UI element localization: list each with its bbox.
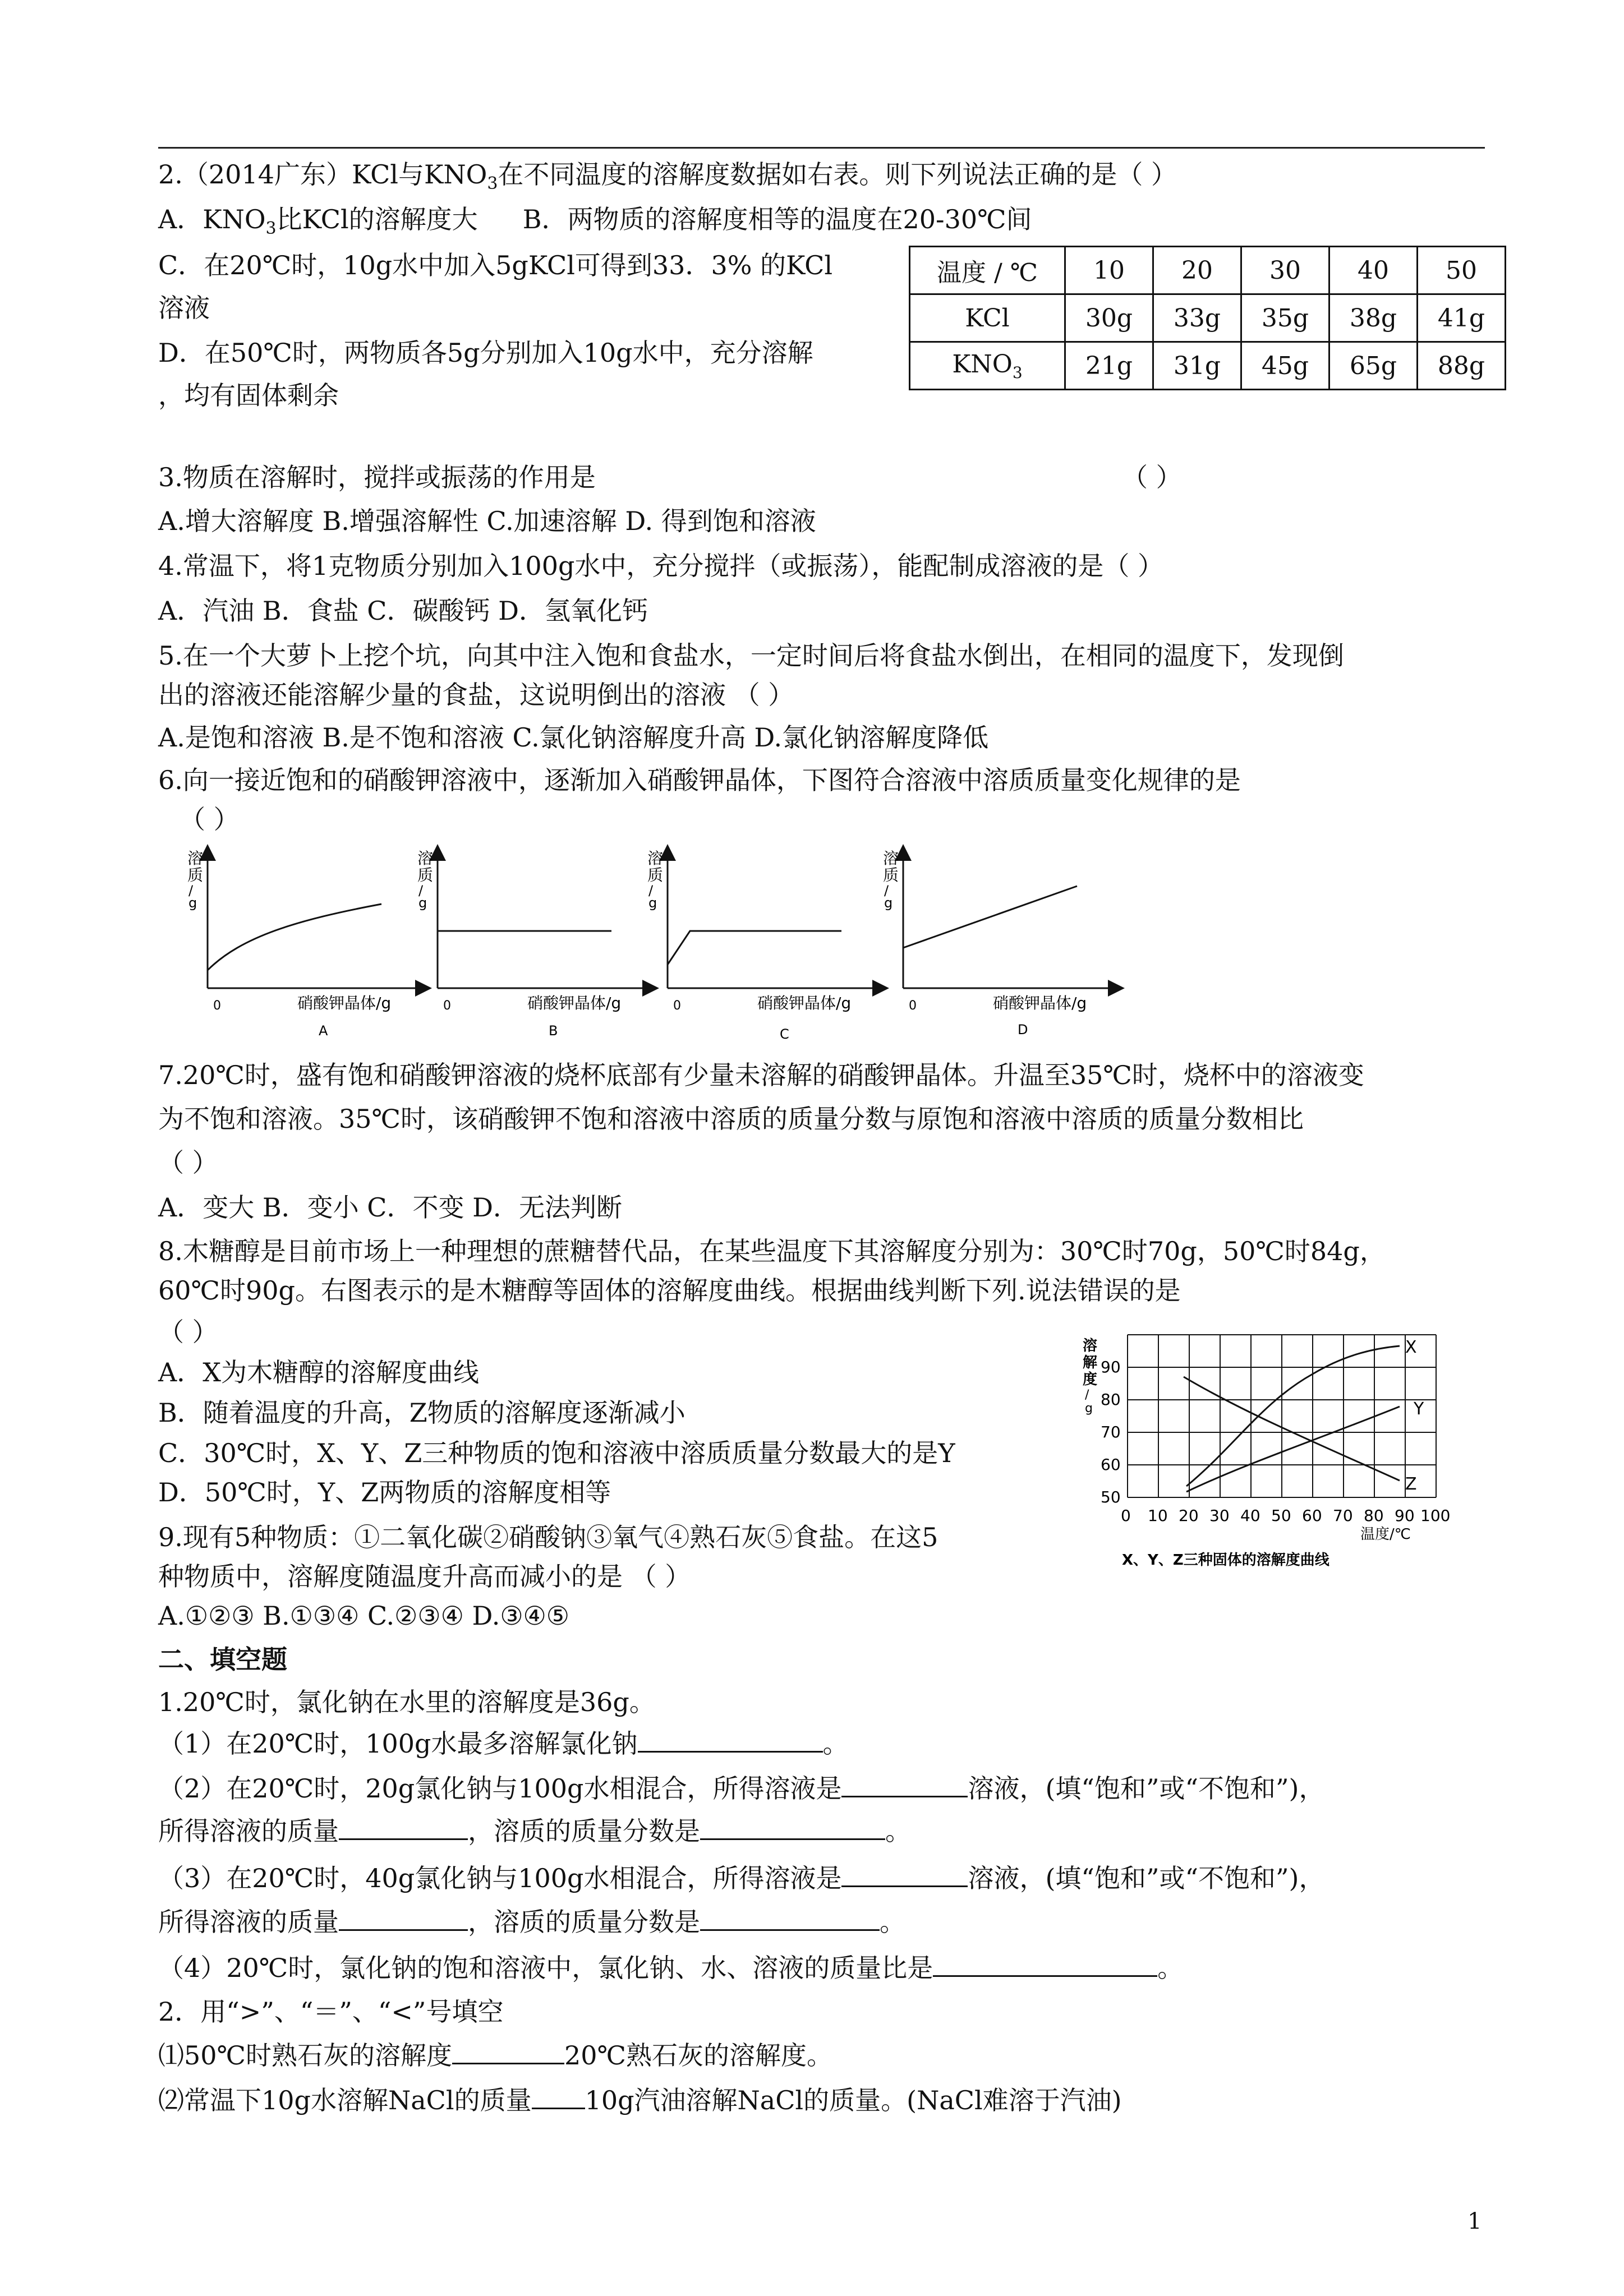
f2-stem: 2．用“>”、“＝”、“<”号填空 (158, 1997, 504, 2027)
table-row: $KNO_3$ 21g 31g 45g 65g 88g (910, 342, 1506, 390)
q6-ylabel-d-2: / (884, 883, 889, 898)
q4-stem: 4.常温下，将1克物质分别加入100g水中，充分搅拌（或振荡），能配制成溶液的是（ ） (158, 551, 1164, 581)
q6-curve-c (668, 931, 841, 965)
q2-option-d-cont: ，均有固体剩余 (158, 380, 339, 411)
label-z: Z (1405, 1474, 1417, 1494)
y-tick-90: 90 (1101, 1358, 1121, 1376)
f1-part-1: （1）在20℃时，100g水最多溶解氯化钠 。 (158, 1728, 849, 1759)
q9-options: A.①②③ B.①③④ C.②③④ D.③④⑤ (158, 1601, 570, 1631)
table-row: KCl 30g 33g 35g 38g 41g (910, 294, 1506, 342)
solubility-table (909, 246, 1506, 390)
q6-ylabel-c-3: g (648, 895, 657, 911)
q2-option-a: A．$KNO_3$比KCl的溶解度大 (158, 204, 478, 239)
q6-charts (185, 841, 1139, 1043)
q6-ylabel-b-2: / (418, 883, 424, 898)
y-tick-80: 80 (1101, 1390, 1121, 1409)
q6-curve-a (208, 904, 381, 970)
y-label-0: 溶 (1083, 1338, 1098, 1354)
y-tick-60: 60 (1101, 1455, 1121, 1474)
q6-xlabel-a: 硝酸钾晶体/g (297, 994, 392, 1012)
q8-answer-paren: （ ） (158, 1317, 218, 1347)
x-tick-100: 100 (1420, 1506, 1451, 1525)
f1-stem: 1.20℃时，氯化钠在水里的溶解度是36g。 (158, 1687, 655, 1717)
q2-option-c-cont: 溶液 (158, 293, 210, 323)
q2-option-d: D．在50℃时，两物质各5g分别加入10g水中，充分溶解 (158, 338, 813, 368)
q6-chart-b (417, 849, 651, 1039)
q4-options: A．汽油 B．食盐 C．碳酸钙 D．氢氧化钙 (158, 596, 648, 626)
x-tick-40: 40 (1240, 1506, 1260, 1525)
answer-blank[interactable] (532, 2085, 585, 2109)
q6-xlabel-c: 硝酸钾晶体/g (757, 994, 852, 1012)
q8-stem-cont: 60℃时90g。右图表示的是木糖醇等固体的溶解度曲线。根据曲线判断下列.说法错误的是 (158, 1275, 1181, 1306)
q6-chart-label-b: B (549, 1023, 558, 1039)
q2-option-b: B．两物质的溶解度相等的温度在20-30℃间 (522, 204, 1032, 234)
f1-part-3: （3）在20℃时，40g氯化钠与100g水相混合，所得溶液是 溶液，(填“饱和”或“不饱和”)， (158, 1863, 1325, 1893)
q8-stem: 8.木糖醇是目前市场上一种理想的蔗糖替代品，在某些温度下其溶解度分别为：30℃时70g，50℃时84g， (158, 1236, 1386, 1266)
figure-caption: X、Y、Z三种固体的溶解度曲线 (1122, 1552, 1329, 1569)
q6-origin-d: 0 (909, 999, 917, 1013)
f1-part-3-cont: 所得溶液的质量 ，溶质的质量分数是 。 (158, 1907, 905, 1937)
x-tick-90: 90 (1395, 1506, 1415, 1525)
q6-stem: 6.向一接近饱和的硝酸钾溶液中，逐渐加入硝酸钾晶体，下图符合溶液中溶质质量变化规律的是 (158, 765, 1241, 795)
y-tick-50: 50 (1101, 1488, 1121, 1506)
q8-option-a: A．X为木糖醇的溶解度曲线 (158, 1357, 479, 1387)
table-row: 温度 / ℃ 10 20 30 40 50 (910, 247, 1506, 294)
q6-ylabel-d-1: 质 (883, 866, 899, 884)
q6-chart-a (187, 849, 424, 1039)
answer-blank[interactable] (339, 1816, 468, 1840)
q3-stem: 3.物质在溶解时，搅拌或振荡的作用是 (158, 462, 596, 492)
f1-part-2-cont: 所得溶液的质量 ，溶质的质量分数是 。 (158, 1816, 911, 1846)
q6-origin-c: 0 (673, 999, 681, 1013)
q9-stem: 9.现有5种物质：①二氧化碳②硝酸钠③氧气④熟石灰⑤食盐。在这5 (158, 1522, 938, 1552)
q6-ylabel-d-0: 溶 (883, 849, 899, 868)
x-tick-20: 20 (1179, 1506, 1199, 1525)
x-axis-label: 温度/℃ (1360, 1526, 1411, 1543)
y-label-2: 度 (1083, 1371, 1098, 1388)
q6-origin-b: 0 (443, 999, 451, 1013)
q8-option-b: B．随着温度的升高，Z物质的溶解度逐渐减小 (158, 1398, 686, 1428)
f1-part-2: （2）在20℃时，20g氯化钠与100g水相混合，所得溶液是 溶液，(填“饱和”或“不饱和”)， (158, 1773, 1325, 1804)
q6-chart-label-c: C (780, 1026, 789, 1042)
q6-ylabel-b-3: g (418, 895, 427, 911)
f1-part-4: （4）20℃时，氯化钠的饱和溶液中，氯化钠、水、溶液的质量比是 。 (158, 1953, 1184, 1983)
x-tick-80: 80 (1364, 1506, 1384, 1525)
label-y: Y (1414, 1399, 1424, 1419)
answer-blank[interactable] (700, 1907, 880, 1931)
q7-answer-paren: （ ） (158, 1147, 218, 1178)
q6-origin-a: 0 (213, 999, 221, 1013)
f2-part-2: ⑵常温下10g水溶解NaCl的质量 10g汽油溶解NaCl的质量。(NaCl难溶于汽油) (158, 2085, 1122, 2115)
q6-ylabel-a-3: g (188, 895, 197, 911)
answer-blank[interactable] (339, 1907, 468, 1931)
answer-blank[interactable] (841, 1863, 968, 1887)
curve-y (1186, 1407, 1400, 1492)
q2-options-ab (158, 203, 1032, 245)
q6-curve-d (903, 886, 1077, 948)
y-label-1: 解 (1083, 1354, 1098, 1371)
q6-ylabel-a-2: / (188, 883, 194, 898)
x-tick-10: 10 (1148, 1506, 1168, 1525)
x-tick-30: 30 (1209, 1506, 1230, 1525)
q6-xlabel-b: 硝酸钾晶体/g (527, 994, 622, 1012)
q6-ylabel-c-0: 溶 (647, 849, 664, 868)
top-rule (158, 147, 1485, 149)
q6-ylabel-b-1: 质 (417, 866, 434, 884)
label-x: X (1405, 1338, 1417, 1357)
q7-stem-cont: 为不饱和溶液。35℃时，该硝酸钾不饱和溶液中溶质的质量分数与原饱和溶液中溶质的质量分数相比 (158, 1104, 1304, 1134)
q2-option-c: C．在20℃时，10g水中加入5gKCl可得到33．3% 的KCl (158, 250, 833, 280)
section-title: 二、填空题 (158, 1644, 287, 1675)
y-tick-70: 70 (1101, 1423, 1121, 1441)
q6-ylabel-a-1: 质 (187, 866, 204, 884)
y-label-3: / (1085, 1388, 1089, 1402)
q5-options: A.是饱和溶液 B.是不饱和溶液 C.氯化钠溶解度升高 D.氯化钠溶解度降低 (158, 722, 989, 753)
page-number: 1 (1467, 2209, 1482, 2234)
q6-chart-d (883, 849, 1116, 1038)
y-label-4: g (1085, 1401, 1093, 1416)
answer-blank[interactable] (933, 1953, 1157, 1977)
q2-stem: 2.（2014广东）KCl与$KNO_3$在不同温度的溶解度数据如右表。则下列说法正确的是（ ） (158, 159, 1177, 194)
x-tick-70: 70 (1333, 1506, 1353, 1525)
f2-part-1: ⑴50℃时熟石灰的溶解度 20℃熟石灰的溶解度。 (158, 2040, 832, 2071)
q3-options: A.增大溶解度 B.增强溶解性 C.加速溶解 D. 得到饱和溶液 (158, 506, 816, 536)
answer-blank[interactable] (841, 1773, 968, 1797)
q6-xlabel-d: 硝酸钾晶体/g (993, 994, 1087, 1012)
q6-ylabel-c-2: / (648, 883, 654, 898)
x-tick-50: 50 (1271, 1506, 1291, 1525)
q6-ylabel-a-0: 溶 (187, 849, 204, 868)
x-tick-0: 0 (1121, 1506, 1131, 1525)
q7-options: A．变大 B．变小 C．不变 D．无法判断 (158, 1192, 622, 1223)
q6-answer-paren: （ ） (180, 804, 240, 835)
q6-chart-label-a: A (319, 1023, 328, 1039)
q7-stem: 7.20℃时，盛有饱和硝酸钾溶液的烧杯底部有少量未溶解的硝酸钾晶体。升温至35℃时，烧杯中的溶液变 (158, 1060, 1364, 1090)
q9-stem-cont: 种物质中，溶解度随温度升高而减小的是 （ ） (158, 1561, 691, 1592)
q5-stem: 5.在一个大萝卜上挖个坑，向其中注入饱和食盐水，一定时间后将食盐水倒出，在相同的温度下，发现倒 (158, 640, 1344, 671)
q6-ylabel-c-1: 质 (647, 866, 664, 884)
q6-ylabel-b-0: 溶 (417, 849, 434, 868)
q5-stem-cont: 出的溶液还能溶解少量的食盐，这说明倒出的溶液 （ ） (158, 680, 794, 710)
answer-blank[interactable] (452, 2040, 564, 2064)
q8-option-d: D．50℃时，Y、Z两物质的溶解度相等 (158, 1477, 611, 1507)
answer-blank[interactable] (700, 1816, 885, 1840)
q6-chart-c (647, 849, 881, 1042)
q6-chart-label-d: D (1018, 1022, 1028, 1038)
solubility-curve-figure (1077, 1318, 1492, 1570)
x-tick-60: 60 (1302, 1506, 1322, 1525)
answer-blank[interactable] (638, 1728, 823, 1753)
q8-option-c: C．30℃时，X、Y、Z三种物质的饱和溶液中溶质质量分数最大的是Y (158, 1438, 955, 1468)
q6-ylabel-d-3: g (884, 895, 893, 911)
q3-answer-paren: （ ） (1122, 462, 1182, 492)
